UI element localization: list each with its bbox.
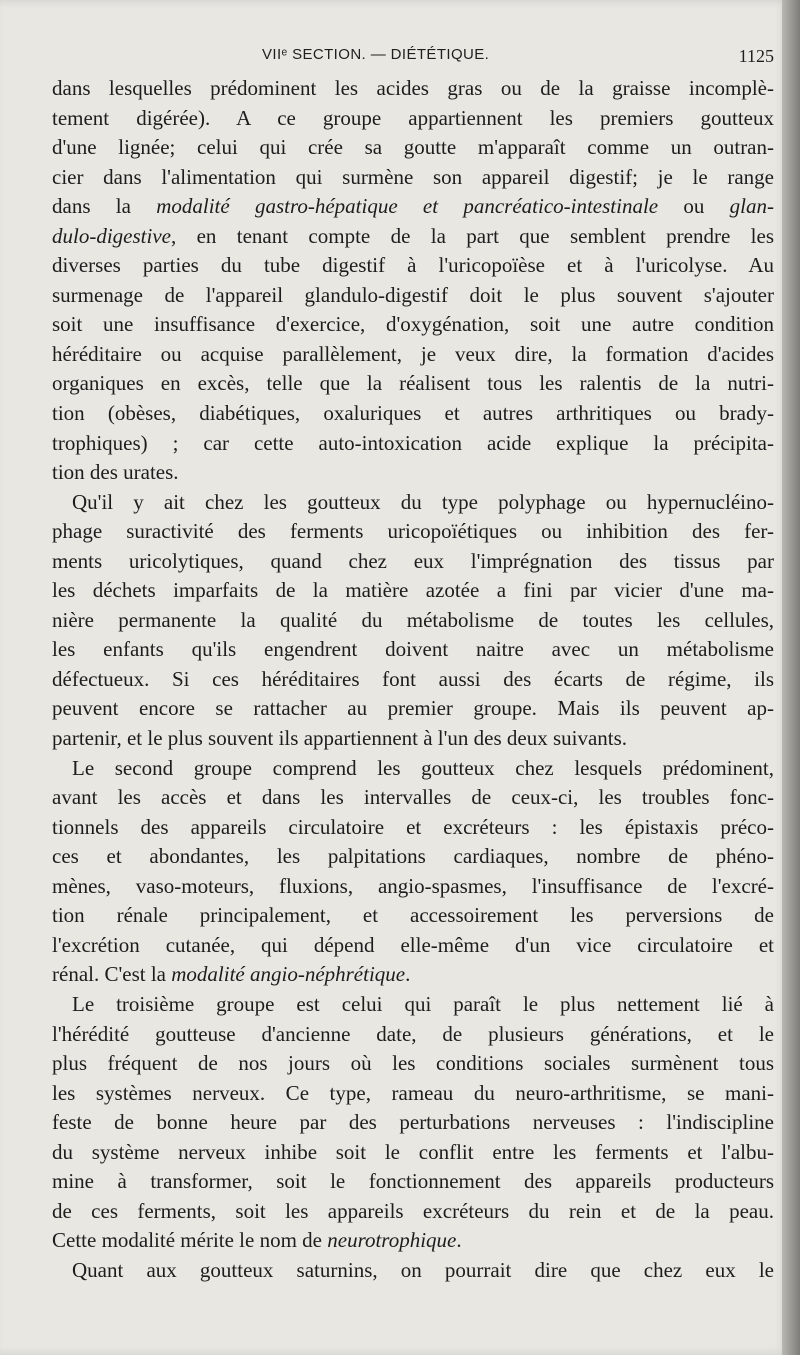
text-line [52,1256,774,1286]
text-segment: rénal. C'est la [52,962,172,987]
text-segment: dans lesquelles prédominent les acides gras ou de la graisse incomplè- [52,76,774,100]
page-number: 1125 [738,46,774,66]
text-segment: Le troisième groupe est celui qui paraît le plus nettement lié à [72,991,774,1016]
text-line [52,1138,774,1168]
text-line [52,754,774,784]
text-line [52,813,774,843]
text-segment: . [405,962,411,987]
text-segment: l'excrétion cutanée, qui dépend elle-même d'un vice circulatoire et [52,932,774,957]
text-line [52,606,774,636]
text-line [52,458,774,488]
text-line [52,281,774,311]
text-line [52,842,774,872]
text-segment: mènes, vaso-moteurs, fluxions, angio-spasmes, l'insuffisance de l'excré- [52,873,774,898]
text-segment: Quant aux goutteux saturnins, on pourrait dire que chez eux le [72,1257,774,1282]
text-line [52,1049,774,1079]
text-line [52,1079,774,1109]
running-head: VIIᵉ SECTION. — DIÉTÉTIQUE. [262,46,490,63]
text-line [52,1108,774,1138]
text-segment: dans la [52,194,157,219]
text-line [52,635,774,665]
text-segment: tement digérée). A ce groupe appartiennent les premiers goutteux [52,105,774,130]
text-segment: peuvent encore se rattacher au premier groupe. Mais ils peuvent ap- [52,696,774,721]
text-line [52,665,774,695]
text-line [52,990,774,1020]
text-line [52,369,774,399]
text-line [52,1226,774,1256]
text-segment: trophiques) ; car cette auto-intoxication acide explique la précipita- [52,430,774,455]
text-segment: Qu'il y ait chez les goutteux du type polyphage ou hypernucléino- [72,489,774,514]
text-segment: de ces ferments, soit les appareils excréteurs du rein et de la peau. [52,1198,774,1223]
text-line [52,694,774,724]
text-segment: ments uricolytiques, quand chez eux l'imprégnation des tissus par [52,548,774,573]
text-segment: feste de bonne heure par des perturbations nerveuses : l'indiscipline [52,1110,774,1135]
text-line [52,931,774,961]
text-segment: héréditaire ou acquise parallèlement, je veux dire, la formation d'acides [52,341,774,366]
text-segment: soit une insuffisance d'exercice, d'oxygénation, soit une autre condition [52,312,774,337]
text-line [52,133,774,163]
text-line [52,1167,774,1197]
text-segment: Cette modalité mérite le nom de [52,1228,328,1253]
text-line [52,429,774,459]
text-segment: . [456,1228,462,1253]
text-segment: mine à transformer, soit le fonctionnement des appareils producteurs [52,1169,774,1194]
text-segment: partenir, et le plus souvent ils appartiennent à l'un des deux suivants. [52,726,628,751]
text-segment: tion (obèses, diabétiques, oxaluriques et autres arthritiques ou brady- [52,401,774,426]
page-header [52,44,774,70]
text-line [52,724,774,754]
text-segment: phage suractivité des ferments uricopoïétiques ou inhibition des fer- [52,519,774,544]
text-line [52,488,774,518]
text-segment: avant les accès et dans les intervalles de ceux-ci, les troubles fonc- [52,785,774,810]
text-line [52,783,774,813]
text-line [52,872,774,902]
text-segment: plus fréquent de nos jours où les conditions sociales surmènent tous [52,1051,774,1076]
text-line [52,104,774,134]
text-line [52,163,774,193]
text-segment: les systèmes nerveux. Ce type, rameau du neuro-arthritisme, se mani- [52,1080,774,1105]
text-segment: surmenage de l'appareil glandulo-digestif doit le plus souvent s'ajouter [52,282,774,307]
italic-text: modalité gastro-hépatique et pancréatico-intestinale [156,194,659,219]
text-line [52,222,774,252]
text-segment: tion rénale principalement, et accessoirement les perversions de [52,903,774,928]
italic-text: neurotrophique [327,1228,457,1253]
text-segment: d'une lignée; celui qui crée sa goutte m'apparaît comme un outran- [52,135,774,160]
text-line [52,547,774,577]
text-segment: du système nerveux inhibe soit le conflit entre les ferments et l'albu- [52,1139,774,1164]
text-segment: organiques en excès, telle que la réalisent tous les ralentis de la nutri- [52,371,774,396]
text-line [52,1020,774,1050]
text-segment: , en tenant compte de la part que semblent prendre les [170,223,774,248]
text-segment: ou [658,194,730,219]
italic-text: modalité angio-néphrétique [171,962,406,987]
text-segment: défectueux. Si ces héréditaires font aussi des écarts de régime, ils [52,666,774,691]
text-line [52,192,774,222]
text-line [52,340,774,370]
text-segment: nière permanente la qualité du métabolisme de toutes les cellules, [52,607,774,632]
text-segment: diverses parties du tube digestif à l'uricopoïèse et à l'uricolyse. Au [52,253,774,278]
text-line [52,399,774,429]
text-segment: les enfants qu'ils engendrent doivent naitre avec un métabolisme [52,637,774,662]
text-segment: tion des urates. [52,460,179,485]
body-text [52,74,774,1285]
text-line [52,74,774,104]
italic-text: dulo-digestive [52,223,171,248]
text-line [52,1197,774,1227]
page-edge-shadow [782,0,800,1355]
text-segment: ces et abondantes, les palpitations cardiaques, nombre de phéno- [52,844,774,869]
text-line [52,251,774,281]
text-segment: les déchets imparfaits de la matière azotée a fini par vicier d'une ma- [52,578,774,603]
text-segment: l'hérédité goutteuse d'ancienne date, de plusieurs générations, et le [52,1021,774,1046]
text-line [52,576,774,606]
text-segment: cier dans l'alimentation qui surmène son appareil digestif; je le range [52,164,774,189]
text-line [52,901,774,931]
text-segment: Le second groupe comprend les goutteux chez lesquels prédominent, [72,755,774,780]
text-line [52,960,774,990]
italic-text: glan- [729,194,774,219]
text-segment: tionnels des appareils circulatoire et excréteurs : les épistaxis préco- [52,814,774,839]
text-line [52,517,774,547]
text-line [52,310,774,340]
